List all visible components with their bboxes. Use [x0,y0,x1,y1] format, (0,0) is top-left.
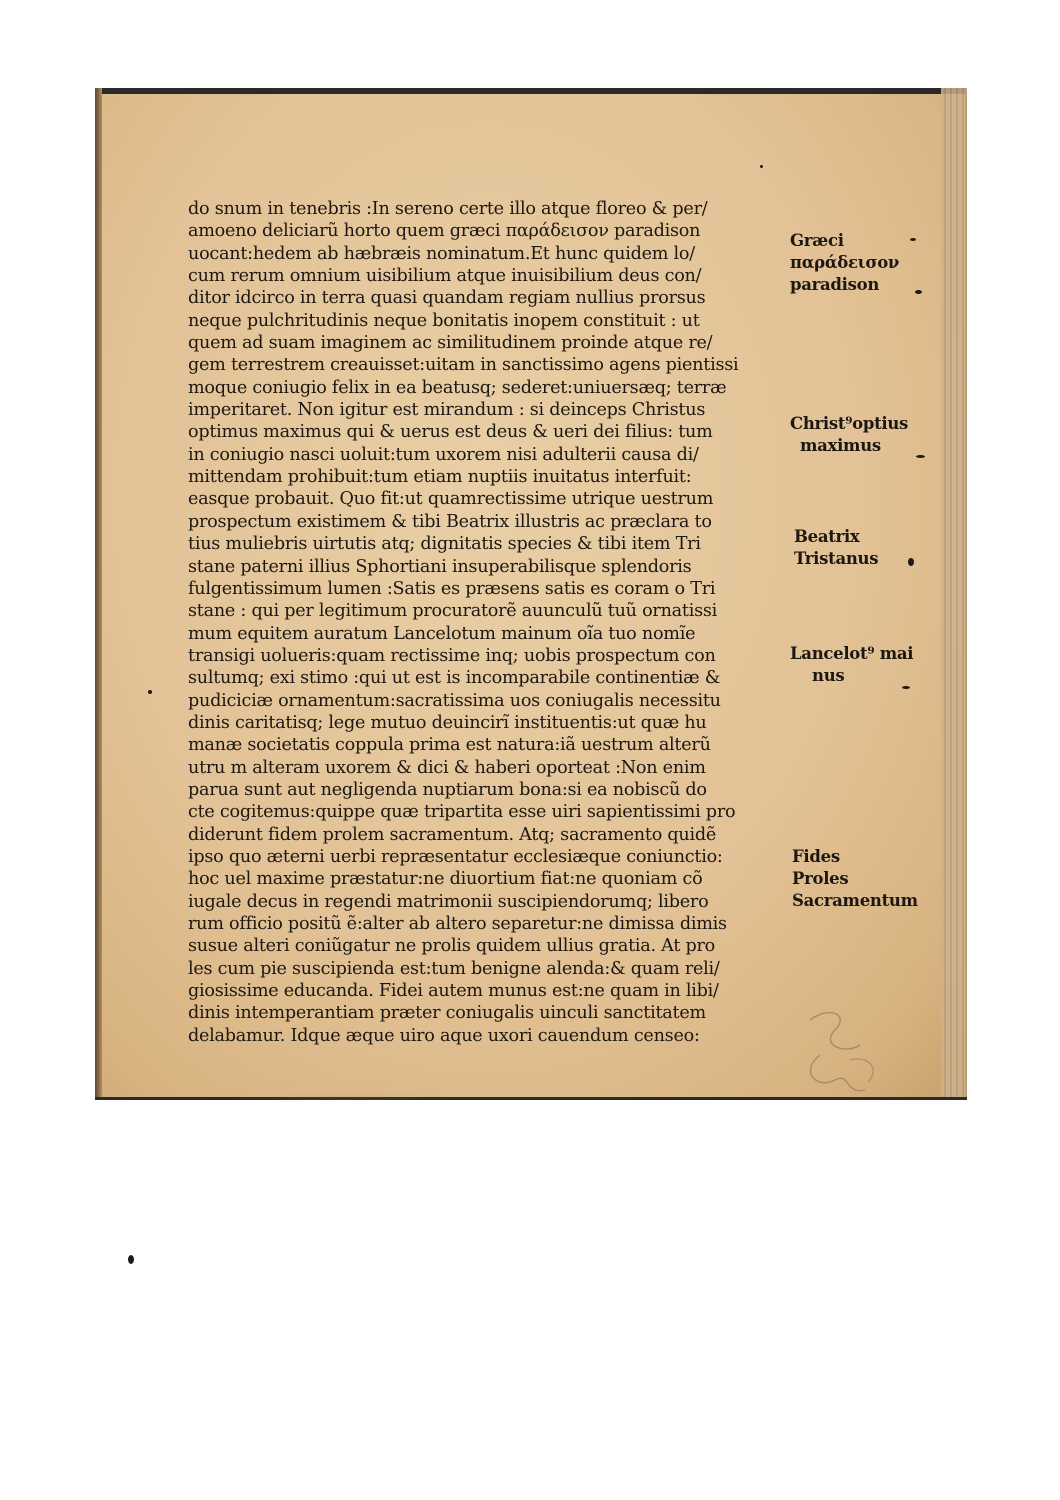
text-line: neque pulchritudinis neque bonitatis inopem constituit : ut [188,310,700,331]
text-line: hoc uel maxime præstatur:ne diuortium fiat:ne quoniam cõ [188,869,703,890]
top-border [95,88,967,94]
margin-note-line: maximus [800,436,881,455]
text-line: optimus maximus qui & uerus est deus & ueri dei filius: tum [188,422,713,443]
text-line: diderunt fidem prolem sacramentum. Atq; sacramento quidẽ [188,824,717,845]
text-line: fulgentissimum lumen :Satis es præsens satis es coram o Tri [188,578,716,599]
text-line: prospectum existimem & tibi Beatrix illustris ac præclara to [188,511,712,532]
ink-speck [908,558,914,566]
text-line: mum equitem auratum Lancelotum mainum oĩa tuo nomĩe [188,623,696,644]
text-line: gem terrestrem creauisset:uitam in sanctissimo agens pientissi [188,355,739,376]
margin-note-line: Græci [790,231,844,250]
text-line: dinis intemperantiam præter coniugalis uinculi sanctitatem [188,1003,706,1024]
margin-note-lancelotus [790,643,913,687]
ink-speck [902,686,910,689]
main-text-block [188,198,788,1047]
text-line: moque coniugio felix in ea beatusq; sederet:uniuersæq; terræ [188,377,727,398]
text-line: pudiciciæ ornamentum:sacratissima uos coniugalis necessitu [188,690,721,711]
text-line: manæ societatis coppula prima est natura:iã uestrum alterũ [188,735,711,756]
text-line: utru m alteram uxorem & dici & haberi oporteat :Non enim [188,757,706,778]
left-page-edge [95,88,102,1100]
margin-note-christus [790,413,908,457]
margin-note-line: Proles [792,869,849,888]
text-line: cte cogitemus:quippe quæ tripartita esse uiri sapientissimi pro [188,802,736,823]
margin-note-line: Sacramentum [792,891,918,910]
margin-note-beatrix [794,526,878,570]
margin-note-line: Fides [792,847,840,866]
right-page-edge [941,88,967,1100]
text-line: in coniugio nasci uoluit:tum uxorem nisi adulterii causa di/ [188,444,699,465]
text-line: giosissime educanda. Fidei autem munus est:ne quam in libi/ [188,981,719,1002]
ink-speck [128,1255,134,1264]
text-line: uocant:hedem ab hæbræis nominatum.Et hunc quidem lo/ [188,243,695,264]
text-line: rum officio positũ ẽ:alter ab altero separetur:ne dimissa dimis [188,914,727,934]
text-line: ditor idcirco in terra quasi quandam regiam nullius prorsus [188,288,706,309]
text-line: iugale decus in regendi matrimonii suscipiendorumq; libero [188,891,709,912]
text-line: cum rerum omnium uisibilium atque inuisibilium deus con/ [188,266,702,287]
text-line: transigi uolueris:quam rectissime inq; uobis prospectum con [188,645,716,666]
text-line: stane : qui per legitimum procuratorẽ auunculũ tuũ ornatissi [188,601,718,622]
margin-note-line: Christ⁹optius [790,414,909,433]
text-line: sultumq; exi stimo :qui ut est is incomparabile continentiæ & [188,668,721,689]
text-line: tius muliebris uirtutis atq; dignitatis species & tibi item Tri [188,534,701,555]
margin-note-graeci [790,230,899,296]
ink-speck [916,455,925,458]
ink-speck [910,238,916,241]
ink-speck [760,165,763,168]
margin-note-line: Tristanus [794,549,879,568]
ink-speck [915,290,922,294]
text-line: dinis caritatisq; lege mutuo deuincirĩ instituentis:ut quæ hu [188,712,707,733]
text-line: imperitaret. Non igitur est mirandum : si deinceps Christus [188,400,706,421]
text-line: amoeno deliciarũ horto quem græci παράδεισον paradison [188,221,701,242]
text-line: susue alteri coniũgatur ne prolis quidem ullius gratia. At pro [188,936,716,957]
text-line: ipso quo æterni uerbi repræsentatur ecclesiæque coniunctio: [188,846,723,867]
margin-note-bona [792,846,918,912]
margin-note-line: nus [812,666,845,685]
text-line: mittendam prohibuit:tum etiam nuptiis inuitatus interfuit: [188,467,692,488]
ink-speck [148,690,152,694]
watermark-mark [790,1000,890,1110]
text-line: easque probauit. Quo fit:ut quamrectissime utrique uestrum [188,489,714,510]
text-line: delabamur. Idque æque uiro aque uxori cauendum censeo: [188,1025,700,1046]
margin-note-line: Beatrix [794,527,860,546]
text-line: parua sunt aut negligenda nuptiarum bona:si ea nobiscũ do [188,779,707,800]
margin-note-line: paradison [790,275,880,294]
text-line: do snum in tenebris :In sereno certe illo atque floreo & per/ [188,199,708,219]
text-line: quem ad suam imaginem ac similitudinem proinde atque re/ [188,333,713,354]
text-line: les cum pie suscipienda est:tum benigne alenda:& quam reli/ [188,958,720,979]
margin-note-line: Lancelot⁹ mai [790,644,914,663]
margin-note-line: παράδεισον [790,253,900,272]
text-line: stane paterni illius Sphortiani insuperabilisque splendoris [188,556,692,577]
